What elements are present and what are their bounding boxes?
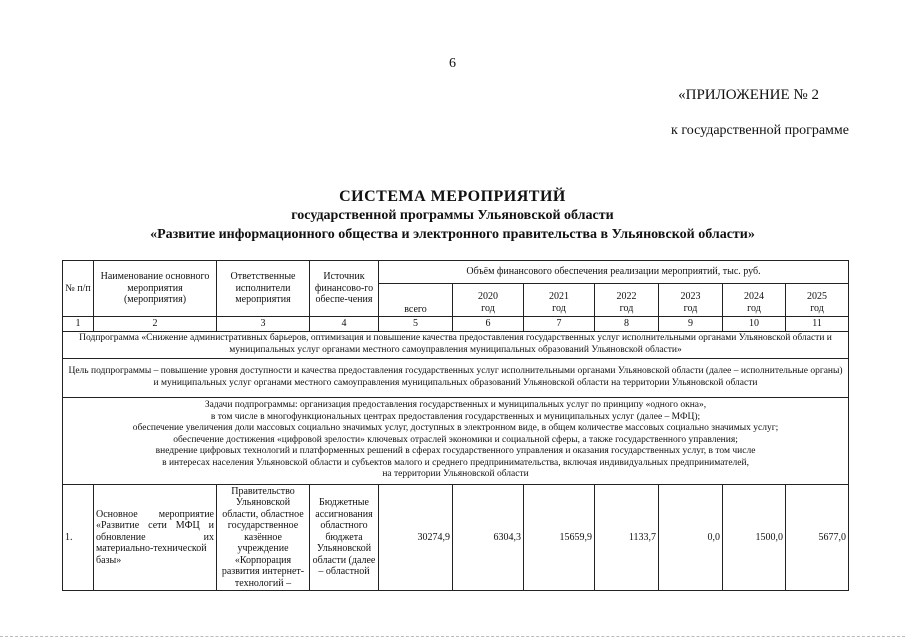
task-line: в интересах населения Ульяновской области и субъектов малого и среднего предпринимательства, включая индивидуальных предпринимателей, bbox=[162, 457, 749, 468]
header-num: № п/п bbox=[63, 261, 94, 317]
header-year-2025: 2025 год bbox=[786, 284, 849, 317]
column-number: 4 bbox=[310, 317, 379, 332]
row-2023: 0,0 bbox=[659, 484, 723, 591]
appendix-label: «ПРИЛОЖЕНИЕ № 2 bbox=[678, 87, 819, 103]
header-name: Наименование основного мероприятия (мероприятия) bbox=[94, 261, 217, 317]
subprogram-row: Подпрограмма «Снижение административных барьеров, оптимизация и повышение качества предоставления государственных услуг исполнительными органами Ульяновской области и муниципальных услуг органами местного самоуправления муниципальных образований Ульяновской области» bbox=[63, 331, 849, 358]
task-line: в том числе в многофункциональных центрах предоставления государственных и муниципальных услуг (далее – МФЦ); bbox=[210, 411, 701, 422]
task-line: на территории Ульяновской области bbox=[382, 469, 529, 480]
row-2025: 5677,0 bbox=[786, 484, 849, 591]
column-number: 8 bbox=[595, 317, 659, 332]
row-2024: 1500,0 bbox=[723, 484, 786, 591]
header-year-2022: 2022 год bbox=[595, 284, 659, 317]
column-number: 10 bbox=[723, 317, 786, 332]
table-row bbox=[63, 484, 849, 591]
header-volume: Объём финансового обеспечения реализации мероприятий, тыс. руб. bbox=[379, 261, 849, 284]
task-line: Задачи подпрограммы: организация предоставления государственных и муниципальных услуг по принципу «одного окна», bbox=[204, 399, 707, 410]
column-number: 7 bbox=[524, 317, 595, 332]
header-year-2020: 2020 год bbox=[453, 284, 524, 317]
program-name: «Развитие информационного общества и электронного правительства в Ульяновской области» bbox=[150, 227, 755, 242]
header-year-2024: 2024 год bbox=[723, 284, 786, 317]
document-title: СИСТЕМА МЕРОПРИЯТИЙ bbox=[339, 188, 566, 205]
task-line: обеспечение увеличения доли массовых социально значимых услуг, доступных в электронном виде, в общем количестве массовых социально значимых услуг; bbox=[132, 423, 779, 434]
header-responsible: Ответственные исполнители мероприятия bbox=[217, 261, 310, 317]
goal-row: Цель подпрограммы – повышение уровня доступности и качества предоставления государственных услуг исполнительными органами Ульяновской области (далее – исполнительные органы) и муниципальных услуг органами местного самоуправления муниципальных образований Ульяновской области на территории Ульяновской области bbox=[63, 358, 849, 397]
row-2022: 1133,7 bbox=[595, 484, 659, 591]
row-responsible: Правительство Ульяновской области, областное государственное казённое учреждение «Корпорация развития интернет-технологий – bbox=[217, 484, 310, 591]
column-number: 6 bbox=[453, 317, 524, 332]
row-name: Основное мероприятие «Развитие сети МФЦ и обновление их материально-технической базы» bbox=[94, 484, 217, 591]
column-number: 9 bbox=[659, 317, 723, 332]
column-number-row bbox=[63, 317, 849, 332]
page-number: 6 bbox=[449, 56, 456, 71]
tasks-row bbox=[63, 397, 849, 484]
row-2021: 15659,9 bbox=[524, 484, 595, 591]
measures-table bbox=[62, 260, 849, 591]
column-number: 1 bbox=[63, 317, 94, 332]
row-num: 1. bbox=[63, 484, 94, 591]
header-total: всего bbox=[379, 284, 453, 317]
header-year-2021: 2021 год bbox=[524, 284, 595, 317]
column-number: 11 bbox=[786, 317, 849, 332]
task-line: обеспечение достижения «цифровой зрелости» ключевых отраслей экономики и социальной сферы, а также государственного управления; bbox=[173, 434, 738, 445]
task-line: внедрение цифровых технологий и платформенных решений в сферах государственного управления и оказания государственных услуг, в том числе bbox=[155, 446, 756, 457]
row-2020: 6304,3 bbox=[453, 484, 524, 591]
column-number: 3 bbox=[217, 317, 310, 332]
appendix-subtitle: к государственной программе bbox=[671, 123, 849, 138]
column-number: 5 bbox=[379, 317, 453, 332]
header-year-2023: 2023 год bbox=[659, 284, 723, 317]
scan-edge-divider bbox=[0, 636, 905, 638]
header-source: Источник финансово-го обеспе-чения bbox=[310, 261, 379, 317]
column-number: 2 bbox=[94, 317, 217, 332]
row-source: Бюджетные ассигнования областного бюджета Ульяновской области (далее – областной bbox=[310, 484, 379, 591]
row-total: 30274,9 bbox=[379, 484, 453, 591]
document-subtitle: государственной программы Ульяновской области bbox=[291, 208, 614, 223]
